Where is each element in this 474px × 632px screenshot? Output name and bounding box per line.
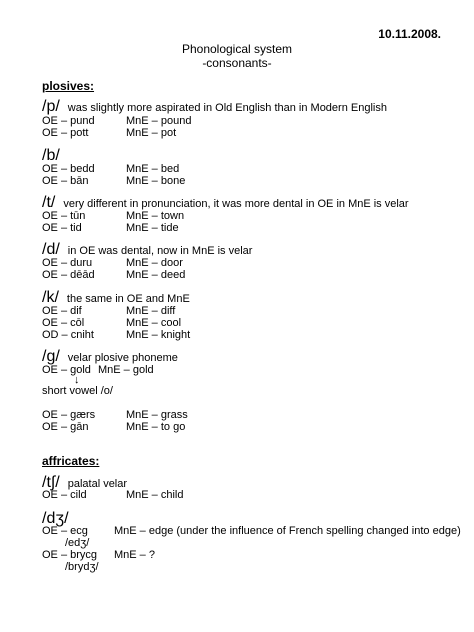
example-row: [42, 127, 176, 139]
ipa-transcription: /brydʒ/: [65, 561, 99, 573]
phoneme-symbol: /d/: [42, 241, 60, 258]
mne-word: MnE – gold: [98, 364, 154, 376]
oe-word: OE – bān: [42, 175, 89, 187]
oe-word: OE – pund: [42, 115, 95, 127]
mne-word: MnE – bone: [126, 175, 186, 187]
oe-word: OE – brycg: [42, 549, 98, 561]
oe-word: OE – gærs: [42, 409, 96, 421]
mne-word: MnE – deed: [126, 269, 186, 281]
phoneme-symbol: /t/: [42, 194, 56, 211]
oe-word: OE – dif: [42, 305, 82, 317]
mne-word: MnE – child: [126, 489, 184, 501]
mne-word: MnE – edge (under the influence of French spelling changed into edge): [114, 525, 461, 537]
example-row: [42, 269, 185, 281]
oe-word: OE – pott: [42, 127, 89, 139]
phoneme-symbol: /p/: [42, 98, 60, 115]
example-row: [42, 409, 188, 421]
mne-word: MnE – tide: [126, 222, 179, 234]
example-row: [42, 421, 185, 433]
example-row: [42, 115, 191, 127]
mne-word: MnE – cool: [126, 317, 182, 329]
phoneme-description: in OE was dental, now in MnE is velar: [67, 245, 253, 257]
example-row: [42, 210, 184, 222]
mne-word: MnE – diff: [126, 305, 176, 317]
mne-word: MnE – bed: [126, 163, 180, 175]
example-row: [42, 163, 179, 175]
oe-word: OE – tūn: [42, 210, 86, 222]
oe-word: OE – ecg: [42, 525, 88, 537]
example-row: [42, 305, 175, 317]
example-row: [42, 364, 154, 376]
oe-word: OE – dēād: [42, 269, 95, 281]
mne-word: MnE – pot: [126, 127, 177, 139]
mne-word: MnE – town: [126, 210, 185, 222]
phoneme-symbol: /dʒ/: [42, 510, 69, 527]
example-row: [42, 222, 179, 234]
section-heading-plosives: plosives:: [42, 79, 95, 93]
phoneme-symbol: /b/: [42, 147, 60, 164]
example-row: [42, 489, 183, 501]
example-row: [42, 525, 461, 537]
example-row: [42, 329, 190, 341]
oe-word: OD – cniht: [42, 329, 94, 341]
mne-word: MnE – to go: [126, 421, 186, 433]
example-row: [42, 549, 155, 561]
phoneme-description: was slightly more aspirated in Old English than in Modern English: [67, 102, 387, 114]
ipa-transcription: /edʒ/: [65, 537, 90, 549]
mne-word: MnE – ?: [114, 549, 155, 561]
oe-word: OE – cild: [42, 489, 87, 501]
section-heading-affricates: affricates:: [42, 454, 100, 468]
mne-word: MnE – pound: [126, 115, 192, 127]
phoneme-description: velar plosive phoneme: [67, 352, 178, 364]
oe-word: OE – cōl: [42, 317, 85, 329]
oe-word: OE – gān: [42, 421, 89, 433]
mne-word: MnE – door: [126, 257, 183, 269]
phoneme-description: the same in OE and MnE: [66, 293, 190, 305]
vowel-note: short vowel /o/: [42, 385, 113, 397]
oe-word: OE – bedd: [42, 163, 95, 175]
example-row: [42, 175, 185, 187]
phoneme-description: palatal velar: [67, 478, 128, 490]
phoneme-description: very different in pronunciation, it was more dental in OE in MnE is velar: [63, 198, 409, 210]
example-row: [42, 257, 183, 269]
phoneme-heading: [42, 98, 387, 116]
mne-word: MnE – knight: [126, 329, 191, 341]
page-title: Phonological system: [181, 42, 293, 56]
example-row: [42, 317, 181, 329]
oe-word: OE – duru: [42, 257, 93, 269]
date: 10.11.2008.: [378, 27, 441, 41]
mne-word: MnE – grass: [126, 409, 188, 421]
phoneme-symbol: /t∫/: [42, 474, 60, 491]
oe-word: OE – tid: [42, 222, 82, 234]
page-subtitle: -consonants-: [202, 56, 272, 70]
phoneme-symbol: /k/: [42, 289, 59, 306]
oe-word: OE – gold: [42, 364, 91, 376]
phoneme-symbol: /g/: [42, 348, 60, 365]
down-arrow-icon: ↓: [74, 374, 80, 386]
